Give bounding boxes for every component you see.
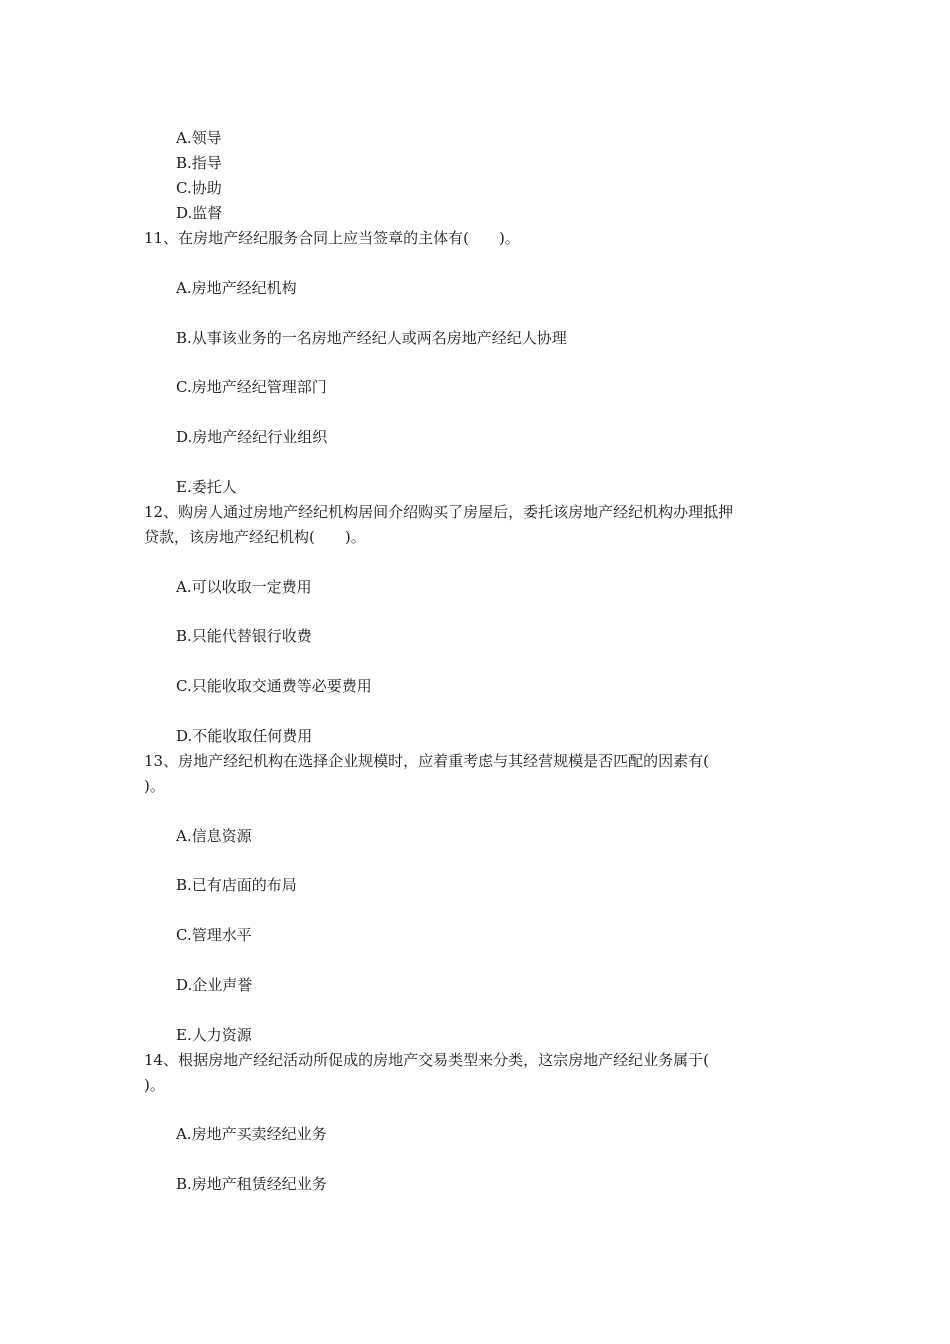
- question-12-option-b: B.只能代替银行收费: [176, 627, 312, 645]
- question-12-stem-line-1: 12、购房人通过房地产经纪机构居间介绍购买了房屋后，委托该房地产经纪机构办理抵押: [144, 503, 734, 521]
- option-d: D.监督: [176, 204, 223, 222]
- question-14-stem-line-1: 14、根据房地产经纪活动所促成的房地产交易类型来分类，这宗房地产经纪业务属于(: [144, 1051, 709, 1069]
- question-14-option-b: B.房地产租赁经纪业务: [176, 1175, 327, 1193]
- question-11-option-c: C.房地产经纪管理部门: [176, 378, 327, 396]
- question-12-stem-line-2: 贷款，该房地产经纪机构( )。: [144, 528, 366, 546]
- question-13-option-b: B.已有店面的布局: [176, 876, 297, 894]
- question-12-option-c: C.只能收取交通费等必要费用: [176, 677, 372, 695]
- question-11-option-d: D.房地产经纪行业组织: [176, 428, 328, 446]
- question-11-stem: 11、在房地产经纪服务合同上应当签章的主体有( )。: [144, 229, 520, 247]
- option-b: B.指导: [176, 154, 222, 172]
- question-11-option-e: E.委托人: [176, 478, 237, 496]
- question-12-option-d: D.不能收取任何费用: [176, 727, 313, 745]
- question-11-option-a: A.房地产经纪机构: [176, 279, 297, 297]
- question-13-option-d: D.企业声誉: [176, 976, 253, 994]
- option-a: A.领导: [176, 129, 222, 147]
- question-13-option-a: A.信息资源: [176, 827, 252, 845]
- question-11-option-b: B.从事该业务的一名房地产经纪人或两名房地产经纪人协理: [176, 329, 567, 347]
- question-12-option-a: A.可以收取一定费用: [176, 578, 312, 596]
- question-14-stem-line-2: )。: [144, 1076, 165, 1094]
- option-c: C.协助: [176, 179, 222, 197]
- question-13-option-c: C.管理水平: [176, 926, 252, 944]
- question-13-stem-line-1: 13、房地产经纪机构在选择企业规模时，应着重考虑与其经营规模是否匹配的因素有(: [144, 752, 709, 770]
- question-13-option-e: E.人力资源: [176, 1026, 252, 1044]
- question-13-stem-line-2: )。: [144, 777, 165, 795]
- question-14-option-a: A.房地产买卖经纪业务: [176, 1125, 327, 1143]
